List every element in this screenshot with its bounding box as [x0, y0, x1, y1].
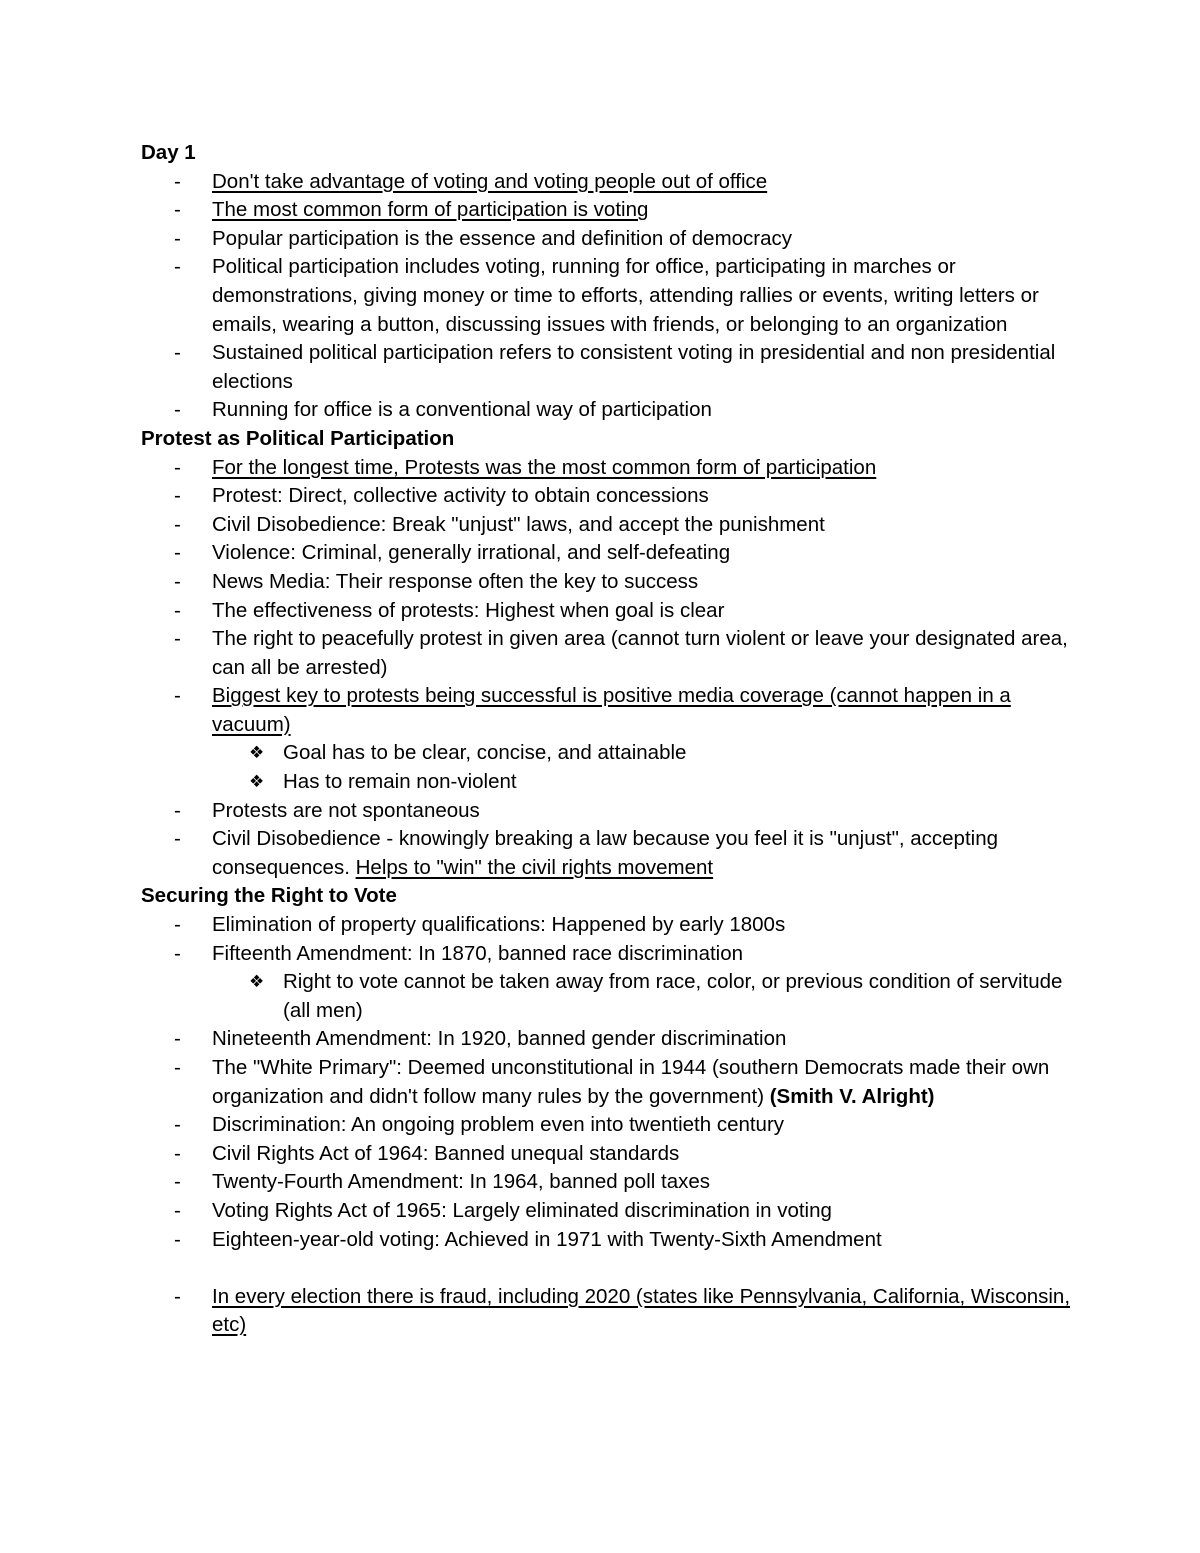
dash-bullet-icon: - — [174, 1027, 181, 1051]
section-day-1 — [141, 139, 1071, 425]
list-item-bold-text: (Smith V. Alright) — [769, 1084, 935, 1108]
list-item-text: Don't take advantage of voting and voting people out of office — [212, 169, 768, 193]
diamond-bullet-icon: ❖ — [249, 743, 265, 764]
dash-bullet-icon: - — [174, 169, 181, 193]
list-item — [141, 168, 1071, 197]
list-item — [141, 1054, 1071, 1111]
dash-bullet-icon: - — [174, 341, 181, 365]
list-item-text: Voting Rights Act of 1965: Largely eliminated discrimination in voting — [212, 1198, 832, 1222]
list-item-text: News Media: Their response often the key to success — [212, 569, 699, 593]
list-item — [141, 1111, 1071, 1140]
list-item-text: Eighteen-year-old voting: Achieved in 1971 with Twenty-Sixth Amendment — [212, 1227, 882, 1251]
list-item-text: Fifteenth Amendment: In 1870, banned race discrimination — [212, 941, 744, 965]
sub-list-item — [141, 739, 1071, 768]
dash-bullet-icon: - — [174, 627, 181, 651]
section-heading: Protest as Political Participation — [141, 426, 455, 450]
list-item-text: For the longest time, Protests was the most common form of participation — [212, 455, 877, 479]
list-item-text: Violence: Criminal, generally irrational, and self-defeating — [212, 541, 731, 565]
dash-bullet-icon: - — [174, 255, 181, 279]
list-item-text: The most common form of participation is voting — [212, 198, 649, 222]
list-item — [141, 597, 1071, 626]
list-item-text: Civil Rights Act of 1964: Banned unequal standards — [212, 1141, 680, 1165]
list-item — [141, 511, 1071, 540]
diamond-bullet-icon: ❖ — [249, 772, 265, 793]
dash-bullet-icon: - — [174, 1198, 181, 1222]
list-item — [141, 940, 1071, 969]
dash-bullet-icon: - — [174, 1141, 181, 1165]
section-protest — [141, 425, 1071, 883]
dash-bullet-icon: - — [174, 827, 181, 851]
list-item-text: Twenty-Fourth Amendment: In 1964, banned poll taxes — [212, 1170, 710, 1194]
list-item — [141, 797, 1071, 826]
dash-bullet-icon: - — [174, 226, 181, 250]
dash-bullet-icon: - — [174, 941, 181, 965]
list-item — [141, 1283, 1071, 1340]
list-item-text: In every election there is fraud, including 2020 (states like Pennsylvania, California, Wisconsin, etc) — [212, 1284, 1071, 1337]
list-item-text: Nineteenth Amendment: In 1920, banned gender discrimination — [212, 1027, 787, 1051]
dash-bullet-icon: - — [174, 1227, 181, 1251]
dash-bullet-icon: - — [174, 1056, 181, 1079]
bullet-list — [141, 168, 1071, 425]
list-item — [141, 482, 1071, 511]
dash-bullet-icon: - — [174, 1284, 181, 1308]
list-item-text: Protest: Direct, collective activity to obtain concessions — [212, 484, 709, 508]
document-page — [141, 139, 1071, 1340]
list-item — [141, 225, 1071, 254]
list-item — [141, 1226, 1071, 1255]
dash-bullet-icon: - — [174, 569, 181, 593]
list-item — [141, 568, 1071, 597]
bullet-list — [141, 911, 1071, 1340]
list-item — [141, 396, 1071, 425]
list-item — [141, 911, 1071, 940]
list-item-text: Running for office is a conventional way of participation — [212, 398, 712, 422]
list-item — [141, 1140, 1071, 1169]
bullet-list — [141, 454, 1071, 883]
list-item — [141, 825, 1071, 882]
list-item-text: Political participation includes voting, running for office, participating in marches or demonstrations, giving money or time to efforts, attending rallies or events, writing letters or emails, wearing a button, discussing issues with friends, or belonging to an organization — [212, 255, 1039, 336]
dash-bullet-icon: - — [174, 1113, 181, 1137]
sub-list-item-text: Has to remain non-violent — [283, 770, 517, 794]
section-heading: Securing the Right to Vote — [141, 884, 397, 908]
dash-bullet-icon: - — [174, 512, 181, 536]
list-item-text: The "White Primary": Deemed unconstitutional in 1944 (southern Democrats made their own organization and didn't follow many rules by the government) — [212, 1056, 1050, 1108]
sub-list-item-text: Right to vote cannot be taken away from race, color, or previous condition of servitude (all men) — [283, 970, 1063, 1022]
list-item — [141, 196, 1071, 225]
list-item-text: Civil Disobedience - knowingly breaking a law because you feel it is "unjust", accepting consequences. — [212, 827, 998, 879]
dash-bullet-icon: - — [174, 541, 181, 565]
list-item-text: Biggest key to protests being successful is positive media coverage (cannot happen in a vacuum) — [212, 684, 1011, 736]
section-heading: Day 1 — [141, 141, 196, 164]
dash-bullet-icon: - — [174, 455, 181, 479]
dash-bullet-icon: - — [174, 398, 181, 422]
sub-list-item — [141, 968, 1071, 1025]
list-item — [141, 682, 1071, 739]
list-item-text: Popular participation is the essence and definition of democracy — [212, 226, 793, 250]
dash-bullet-icon: - — [174, 798, 181, 822]
list-item-text: The right to peacefully protest in given area (cannot turn violent or leave your designated area, can all be arrested) — [212, 627, 1068, 679]
sub-list-item — [141, 768, 1071, 797]
list-item — [141, 454, 1071, 483]
dash-bullet-icon: - — [174, 598, 181, 622]
diamond-bullet-icon: ❖ — [249, 972, 265, 993]
list-item-text: Sustained political participation refers to consistent voting in presidential and non presidential elections — [212, 341, 1056, 393]
sub-list-item-text: Goal has to be clear, concise, and attainable — [283, 741, 687, 765]
list-item-underlined-text: Helps to "win" the civil rights movement — [355, 855, 714, 879]
list-item-text: Protests are not spontaneous — [212, 798, 480, 822]
list-item — [141, 1025, 1071, 1054]
list-item — [141, 625, 1071, 682]
blank-line — [141, 1254, 1071, 1283]
dash-bullet-icon: - — [174, 913, 181, 937]
list-item-text: The effectiveness of protests: Highest when goal is clear — [212, 598, 725, 622]
list-item-text: Discrimination: An ongoing problem even into twentieth century — [212, 1113, 785, 1137]
list-item — [141, 253, 1071, 339]
section-right-to-vote — [141, 882, 1071, 1340]
list-item — [141, 1168, 1071, 1197]
list-item-text: Elimination of property qualifications: Happened by early 1800s — [212, 913, 786, 937]
dash-bullet-icon: - — [174, 198, 181, 222]
dash-bullet-icon: - — [174, 684, 181, 708]
list-item — [141, 339, 1071, 396]
dash-bullet-icon: - — [174, 1170, 181, 1194]
dash-bullet-icon: - — [174, 484, 181, 508]
list-item-text: Civil Disobedience: Break "unjust" laws, and accept the punishment — [212, 512, 825, 536]
list-item — [141, 1197, 1071, 1226]
list-item — [141, 539, 1071, 568]
